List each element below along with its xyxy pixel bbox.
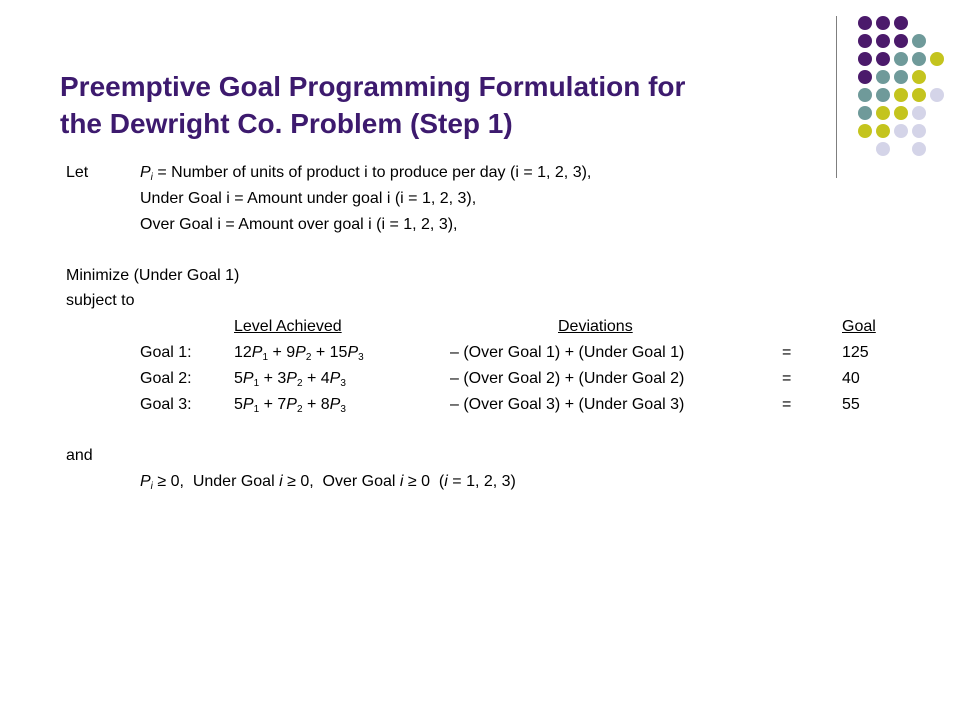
- goal-2-expression: $5P_1 + 3P_2 + 4P_3$: [234, 370, 346, 389]
- objective: Minimize (Under Goal 1): [66, 267, 240, 284]
- goal-2-deviation: – (Over Goal 2) + (Under Goal 2): [450, 370, 685, 387]
- goal-1-value: 125: [842, 344, 869, 361]
- goal-1-equals: =: [782, 344, 792, 361]
- goal-2-equals: =: [782, 370, 792, 387]
- goal-1-label: Goal 1:: [140, 344, 192, 361]
- header-deviations: Deviations: [558, 318, 633, 335]
- definition-under: Under Goal i = Amount under goal i (i = 1, 2, 3),: [140, 190, 477, 207]
- goal-3-expression: $5P_1 + 7P_2 + 8P_3$: [234, 396, 346, 415]
- goal-3-value: 55: [842, 396, 860, 413]
- goal-3-equals: =: [782, 396, 792, 413]
- goal-2-value: 40: [842, 370, 860, 387]
- goal-1-expression: $12P_1 + 9P_2 + 15P_3$: [234, 344, 364, 363]
- header-level-achieved: Level Achieved: [234, 318, 342, 335]
- header-goal: Goal: [842, 318, 876, 335]
- definition-over: Over Goal i = Amount over goal i (i = 1, 2, 3),: [140, 216, 458, 233]
- let-label: Let: [66, 164, 89, 181]
- goal-3-deviation: – (Over Goal 3) + (Under Goal 3): [450, 396, 685, 413]
- title-line-2: the Dewright Co. Problem (Step 1): [60, 108, 513, 139]
- goal-3-label: Goal 3:: [140, 396, 192, 413]
- definition-p-text: = Number of units of product i to produce per day (i = 1, 2, 3),: [152, 164, 592, 181]
- nonnegativity-constraints: $P_i \ge 0$, Under Goal i ≥ 0, Over Goal i ≥ 0 (i = 1, 2, 3): [140, 473, 516, 492]
- title-line-1: Preemptive Goal Programming Formulation for: [60, 71, 686, 102]
- subject-to: subject to: [66, 292, 135, 309]
- goal-1-deviation: – (Over Goal 1) + (Under Goal 1): [450, 344, 685, 361]
- definition-p: $P_i$ = Number of units of product i to produce per day (i = 1, 2, 3),: [140, 164, 592, 183]
- and-label: and: [66, 447, 93, 464]
- goal-2-label: Goal 2:: [140, 370, 192, 387]
